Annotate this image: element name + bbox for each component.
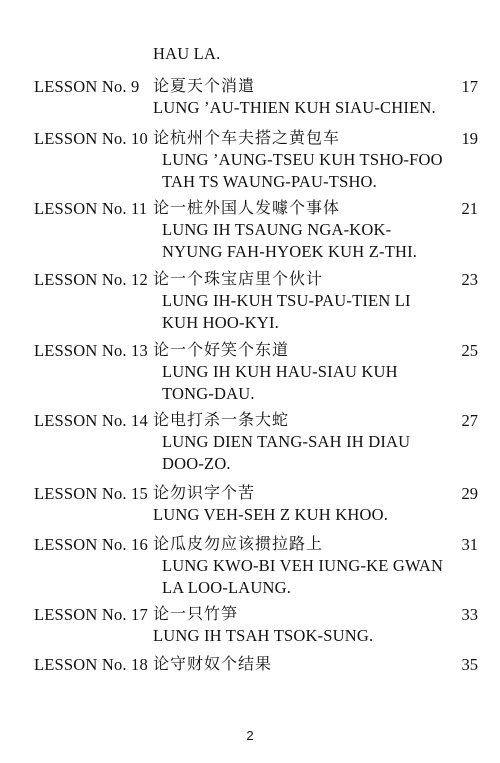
chinese-title: 论守财奴个结果	[153, 656, 273, 673]
page-ref: 31	[461, 535, 478, 554]
page-ref: 33	[461, 605, 478, 624]
lesson-number: 12	[131, 270, 148, 289]
page-ref: 35	[461, 655, 478, 674]
page-number: 2	[246, 728, 254, 743]
chinese-title: 论一个珠宝店里个伙计	[153, 271, 324, 288]
romanized-title: DOO-ZO.	[162, 454, 231, 473]
lesson-label: LESSON No. 11	[34, 199, 148, 218]
page-ref: 25	[461, 341, 478, 360]
page-ref: 17	[461, 77, 478, 96]
chinese-title: 论杭州个车夫搭之黄包车	[153, 130, 341, 147]
page-ref: 19	[461, 129, 478, 148]
lesson-label: LESSON No. 15	[34, 484, 148, 503]
romanized-title: LUNG ’AU-THIEN KUH SIAU-CHIEN.	[153, 98, 436, 117]
romanized-title: NYUNG FAH-HYOEK KUH Z-THI.	[162, 242, 418, 261]
lead-line: HAU LA.	[153, 44, 221, 63]
lesson-label: LESSON No. 16	[34, 535, 148, 554]
page-ref: 21	[461, 199, 478, 218]
lesson-number: 17	[131, 605, 148, 624]
page-ref: 29	[461, 484, 478, 503]
lesson-number: 15	[131, 484, 148, 503]
lesson-number: 13	[131, 341, 148, 360]
romanized-title: LUNG ’AUNG-TSEU KUH TSHO-FOO	[162, 150, 443, 169]
romanized-title: TONG-DAU.	[162, 384, 255, 403]
chinese-title: 论一只竹笋	[153, 606, 239, 623]
chinese-title: 论电打杀一条大蛇	[153, 412, 290, 429]
page-ref: 27	[461, 411, 478, 430]
lesson-number: 18	[131, 655, 148, 674]
lesson-label: LESSON No. 14	[34, 411, 148, 430]
romanized-title: LUNG KWO-BI VEH IUNG-KE GWAN	[162, 556, 444, 575]
lesson-number: 14	[131, 411, 148, 430]
romanized-title: LUNG VEH-SEH Z KUH KHOO.	[153, 505, 389, 524]
lesson-label: LESSON No. 12	[34, 270, 148, 289]
romanized-title: LUNG DIEN TANG-SAH IH DIAU	[162, 432, 411, 451]
romanized-title: LUNG IH KUH HAU-SIAU KUH	[162, 362, 398, 381]
chinese-title: 论一桩外国人发噱个事体	[153, 200, 341, 217]
romanized-title: LUNG IH TSAUNG NGA-KOK-	[162, 220, 392, 239]
lesson-label: LESSON No. 10	[34, 129, 148, 148]
lesson-label: LESSON No. 17	[34, 605, 148, 624]
lesson-label: LESSON No. 9	[34, 77, 140, 96]
lesson-number: 10	[131, 129, 148, 148]
lesson-label: LESSON No. 13	[34, 341, 148, 360]
chinese-title: 论夏天个消遣	[153, 78, 256, 95]
romanized-title: LUNG IH-KUH TSU-PAU-TIEN LI	[162, 291, 411, 310]
romanized-title: LUNG IH TSAH TSOK-SUNG.	[153, 626, 374, 645]
chinese-title: 论瓜皮勿应该掼拉路上	[153, 536, 324, 553]
page-ref: 23	[461, 270, 478, 289]
lesson-label: LESSON No. 18	[34, 655, 148, 674]
chinese-title: 论一个好笑个东道	[153, 342, 290, 359]
lesson-number: 11	[131, 199, 148, 218]
lesson-number: 16	[131, 535, 148, 554]
lesson-number: 9	[131, 77, 140, 96]
romanized-title: KUH HOO-KYI.	[162, 313, 279, 332]
romanized-title: TAH TS WAUNG-PAU-TSHO.	[162, 172, 378, 191]
chinese-title: 论勿识字个苦	[153, 485, 256, 502]
romanized-title: LA LOO-LAUNG.	[162, 578, 292, 597]
